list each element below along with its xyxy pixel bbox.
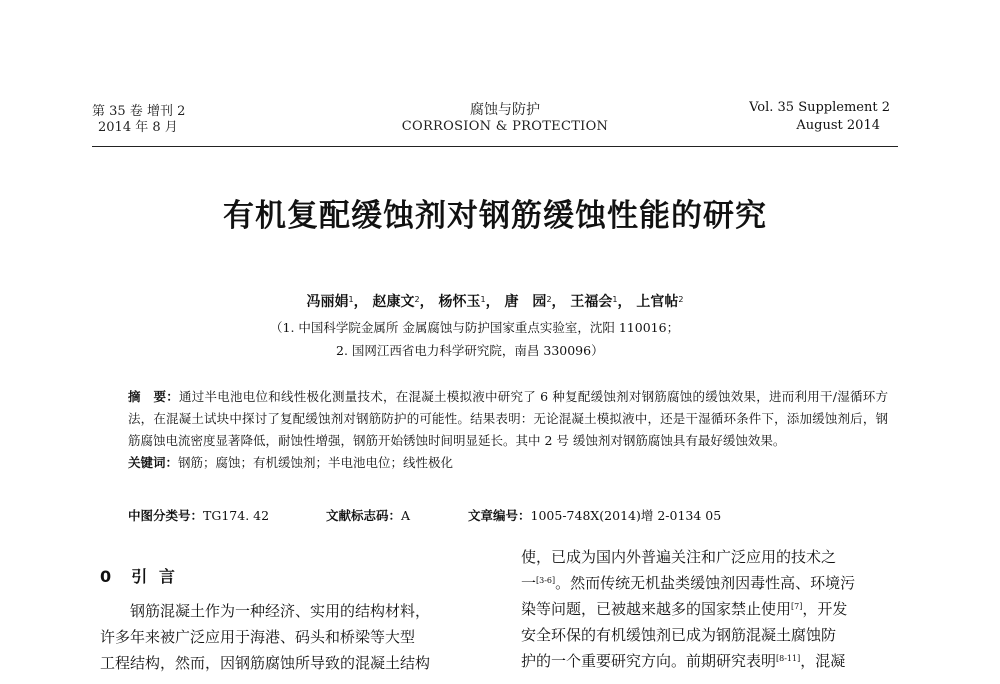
- author: 上官帖$^2$: [636, 294, 684, 310]
- citation: [3-6]: [536, 576, 556, 585]
- paper-title: 有机复配缓蚀剂对钢筋缓蚀性能的研究: [223, 198, 767, 234]
- citation: [8-11]: [776, 654, 801, 663]
- author: 赵康文$^2$，: [372, 294, 434, 310]
- section-number: 0: [100, 567, 115, 586]
- keywords-label: 关键词：: [128, 455, 179, 470]
- body-line: 染等问题，已被越来越多的国家禁止使用[7]，开发: [521, 600, 848, 618]
- clc-value: TG174. 42: [203, 508, 270, 523]
- body-line: 工程结构，然而，因钢筋腐蚀所导致的混凝土结构: [100, 654, 431, 672]
- volume-issue: 第 35 卷 增刊 2: [92, 104, 186, 119]
- journal-name-cn: 腐蚀与防护: [470, 102, 540, 118]
- author: 王福会$^1$，: [570, 294, 632, 310]
- body-column-left: [100, 598, 496, 676]
- body-line: 护的一个重要研究方向。前期研究表明[8-11]，混凝: [521, 652, 846, 670]
- body-column-right: [521, 544, 905, 674]
- article-number: [468, 506, 721, 526]
- body-line: 许多年来被广泛应用于海港、码头和桥梁等大型: [100, 628, 416, 646]
- journal-name: [380, 101, 630, 135]
- keywords-line: [128, 452, 888, 474]
- section-title: 引 言: [131, 567, 178, 586]
- body-line: 安全环保的有机缓蚀剂已成为钢筋混凝土腐蚀防: [521, 626, 837, 644]
- author: 冯丽娟$^1$，: [306, 294, 368, 310]
- article-number-value: 1005-748X(2014)增 2-0134 05: [530, 508, 722, 523]
- section-heading: [100, 566, 178, 588]
- clc-label: 中图分类号：: [128, 508, 204, 523]
- author: 唐 园$^2$，: [504, 294, 566, 310]
- issue-date-cn: 2014 年 8 月: [98, 120, 178, 135]
- volume-issue-en: Vol. 35 Supplement 2: [749, 100, 890, 115]
- affiliation-1: （1. 中国科学院金属所 金属腐蚀与防护国家重点实验室，沈阳 110016；: [270, 320, 680, 335]
- body-line: 钢筋混凝土作为一种经济、实用的结构材料，: [130, 602, 431, 620]
- abstract-block: [128, 386, 888, 474]
- affiliation-2: 2. 国网江西省电力科学研究院，南昌 330096）: [336, 343, 604, 358]
- keywords-text: 钢筋；腐蚀；有机缓蚀剂；半电池电位；线性极化: [178, 455, 454, 470]
- abstract-label: 摘 要：: [128, 389, 179, 404]
- body-line: 一[3-6]。然而传统无机盐类缓蚀剂因毒性高、环境污: [521, 574, 856, 592]
- document-code-label: 文献标志码：: [326, 508, 402, 523]
- header-rule: [92, 146, 898, 147]
- author-list: [92, 292, 898, 312]
- journal-name-en: CORROSION & PROTECTION: [401, 119, 609, 134]
- citation: [7]: [791, 602, 803, 611]
- abstract-text: 通过半电池电位和线性极化测量技术，在混凝土模拟液中研究了 6 种复配缓蚀剂对钢筋腐蚀的缓蚀效果，进而利用干/湿循环方法，在混凝土试块中探讨了复配缓蚀剂对钢筋防护的可能性。结果表明：无论混凝土模拟液中，还是干湿循环条件下，添加缓蚀剂后，钢筋腐蚀电流密度显著降低，耐蚀性增强，钢筋开始锈蚀时间明显延长。其中 2 号 缓蚀剂对钢筋腐蚀具有最好缓蚀效果。: [128, 389, 888, 448]
- journal-volume-info: [92, 104, 185, 136]
- issue-date-en: August 2014: [796, 118, 880, 133]
- author: 杨怀玉$^1$，: [438, 294, 500, 310]
- clc-number: [128, 506, 269, 526]
- document-code-value: A: [401, 508, 411, 523]
- journal-volume-info-en: [700, 99, 890, 135]
- article-number-label: 文章编号：: [468, 508, 531, 523]
- body-line: 使，已成为国内外普遍关注和广泛应用的技术之: [521, 548, 837, 566]
- document-code: [326, 506, 410, 526]
